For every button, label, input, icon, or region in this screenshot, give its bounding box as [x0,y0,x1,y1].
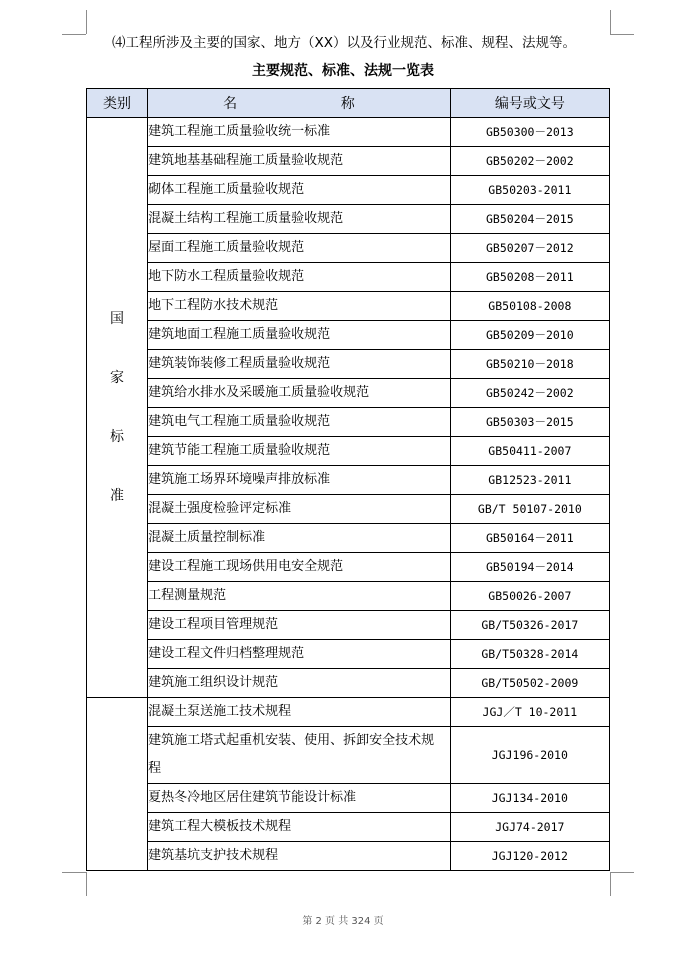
regulation-code: JGJ／T 10-2011 [450,698,609,727]
regulation-code: GB50300－2013 [450,118,609,147]
table-row [87,379,610,408]
regulation-code: GB50203-2011 [450,176,609,205]
regulation-code: GB50194－2014 [450,553,609,582]
table-row [87,263,610,292]
table-row [87,813,610,842]
regulation-code: JGJ120-2012 [450,842,609,871]
table-row [87,437,610,466]
regulation-name: 建筑地面工程施工质量验收规范 [148,321,451,350]
header-name [148,89,451,118]
table-body [87,118,610,871]
regulation-code: GB50209－2010 [450,321,609,350]
regulation-name: 工程测量规范 [148,582,451,611]
crop-mark [86,872,87,896]
table-row [87,321,610,350]
regulation-name: 混凝土质量控制标准 [148,524,451,553]
regulation-name: 建筑施工塔式起重机安装、使用、拆卸安全技术规程 [148,727,451,784]
category-char: 家 [110,369,125,386]
regulation-code: GB50210－2018 [450,350,609,379]
category-char: 国 [110,310,125,327]
category-label [110,290,124,526]
intro-paragraph: ⑷工程所涉及主要的国家、地方（XX）以及行业规范、标准、规程、法规等。 [112,35,576,51]
table-row [87,118,610,147]
regulation-code: GB50242－2002 [450,379,609,408]
regulation-name: 屋面工程施工质量验收规范 [148,234,451,263]
header-code: 编号或文号 [450,89,609,118]
page-footer: 第 2 页 共 324 页 [302,916,384,927]
table-row [87,784,610,813]
table-row [87,408,610,437]
regulation-name: 建筑施工组织设计规范 [148,669,451,698]
table-row [87,350,610,379]
regulation-code: GB/T 50107-2010 [450,495,609,524]
table-row [87,524,610,553]
table-row [87,698,610,727]
table-row [87,234,610,263]
regulation-code: GB50164－2011 [450,524,609,553]
regulation-code: GB50108-2008 [450,292,609,321]
regulation-code: GB/T50326-2017 [450,611,609,640]
regulation-code: JGJ134-2010 [450,784,609,813]
regulation-name: 建筑地基基础程施工质量验收规范 [148,147,451,176]
table-row [87,292,610,321]
table-row [87,553,610,582]
regulation-name: 建设工程文件归档整理规范 [148,640,451,669]
regulation-name: 建设工程项目管理规范 [148,611,451,640]
table-row [87,495,610,524]
table-row [87,176,610,205]
regulation-code: JGJ196-2010 [450,727,609,784]
regulation-name: 建筑工程大模板技术规程 [148,813,451,842]
crop-mark [610,872,611,896]
regulation-code: GB50207－2012 [450,234,609,263]
header-name-right: 称 [340,96,355,112]
regulation-code: GB50204－2015 [450,205,609,234]
regulation-code: GB/T50502-2009 [450,669,609,698]
regulation-name: 建筑基坑支护技术规程 [148,842,451,871]
regulation-code: GB50411-2007 [450,437,609,466]
regulation-code: GB50303－2015 [450,408,609,437]
regulation-name: 建设工程施工现场供用电安全规范 [148,553,451,582]
regulation-name: 建筑给水排水及采暖施工质量验收规范 [148,379,451,408]
regulation-name: 地下防水工程质量验收规范 [148,263,451,292]
regulation-name: 夏热冬冷地区居住建筑节能设计标准 [148,784,451,813]
category-char: 标 [110,428,125,445]
regulation-code: GB50202－2002 [450,147,609,176]
table-row [87,727,610,784]
table-row [87,205,610,234]
regulation-name: 混凝土强度检验评定标准 [148,495,451,524]
header-category: 类别 [87,89,148,118]
regulation-code: JGJ74-2017 [450,813,609,842]
table-row [87,842,610,871]
category-cell [87,118,148,698]
table-row [87,669,610,698]
regulation-name: 砌体工程施工质量验收规范 [148,176,451,205]
table-row [87,147,610,176]
regulation-name: 混凝土结构工程施工质量验收规范 [148,205,451,234]
crop-mark [86,10,87,34]
regulation-name: 建筑施工场界环境噪声排放标准 [148,466,451,495]
table-row [87,640,610,669]
crop-mark [610,872,634,873]
regulation-name: 建筑装饰装修工程质量验收规范 [148,350,451,379]
table-header-row [87,89,610,118]
regulation-code: GB/T50328-2014 [450,640,609,669]
category-cell [87,698,148,871]
table-row [87,611,610,640]
regulation-code: GB50208－2011 [450,263,609,292]
regulation-code: GB12523-2011 [450,466,609,495]
crop-mark [610,10,611,34]
category-char: 准 [110,487,125,504]
regulation-name: 地下工程防水技术规范 [148,292,451,321]
regulations-table [86,88,610,871]
regulation-name: 建筑节能工程施工质量验收规范 [148,437,451,466]
regulation-name: 建筑工程施工质量验收统一标准 [148,118,451,147]
regulation-name: 混凝土泵送施工技术规程 [148,698,451,727]
header-name-left: 名 [223,96,238,112]
table-title: 主要规范、标准、法规一览表 [252,63,434,79]
crop-mark [62,34,86,35]
table-row [87,466,610,495]
regulation-code: GB50026-2007 [450,582,609,611]
regulation-name: 建筑电气工程施工质量验收规范 [148,408,451,437]
table-row [87,582,610,611]
crop-mark [62,872,86,873]
